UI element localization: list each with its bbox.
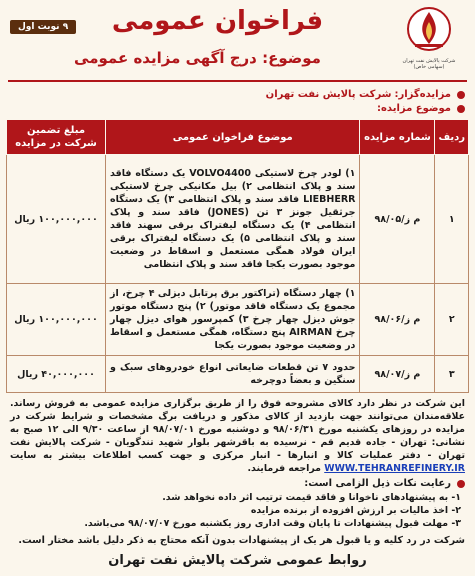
- bullet-icon: [457, 480, 465, 488]
- auction-code: م ز/۹۸/۰۵: [360, 155, 435, 284]
- table-row: [7, 356, 469, 393]
- publication-badge: ۹ نوبت اول: [10, 20, 76, 34]
- notes-list: [10, 491, 461, 530]
- row-number: ۲: [435, 284, 469, 356]
- page-subject: موضوع: درج آگهی مزایده عمومی: [74, 49, 321, 67]
- bullet-icon: [457, 91, 465, 99]
- subject-label: موضوع مزایده:: [377, 103, 451, 114]
- company-logo: [395, 6, 463, 76]
- list-item: ۳- مهلت قبول پیشنهادات تا پایان وقت اداری روز یکشنبه مورخ ۹۸/۰۷/۰۷ می‌باشد.: [84, 518, 461, 529]
- row-number: ۱: [435, 155, 469, 284]
- body-paragraph: [10, 397, 465, 475]
- col-row: ردیف: [435, 120, 469, 155]
- auction-description: حدود ۷ تن قطعات ضایعاتی انواع خودروهای سبک و سنگین و بعضاً دوچرخه: [106, 356, 360, 393]
- notes-title-row: [10, 478, 465, 489]
- auction-description: ۱) لودر چرخ لاستیکی VOLVO4400 یک دستگاه فاقد سند و پلاک انتظامی ۲) بیل مکانیکی چرخ لاستیکی LIEBHERR فاقد سند و پلاک انتظامی ۳) یک دستگاه جرثقیل جونز ۳ تن (JONES) فاقد سند و پلاک انتظامی ۴) یک دستگاه لیفتراک برقی سهند فاقد سند و پلاک انتظامی ۵) یک دستگاه لیفتراک برقی ایران فولاد همگی مستعمل و اسقاط در وضعیت موجود بصورت یکجا فاقد سند و پلاک انتظامی: [106, 155, 360, 284]
- guarantee-amount: ۴۰,۰۰۰,۰۰۰ ریال: [7, 356, 106, 393]
- body-text: این شرکت در نظر دارد کالای مشروحه فوق را از طریق برگزاری مزایده عمومی به فروش رساند. علاقه‌مندان می‌توانند جهت بازدید از کالای مذکور و دریافت برگ مشخصات و شرایط شرکت در مزایده در روزهای یکشنبه مورخ ۹۸/۰۶/۳۱ و دوشنبه مورخ ۹۸/۰۷/۰۱ از ساعت ۹/۳۰ الی ۱۲ صبح به نشانی: تهران - جاده قدیم قم - نرسیده به باقرشهر بلوار شهید تندگویان - شرکت پالایش نفت تهران - دفتر عملیات کالا و انبارها - انبار مرکزی و جهت کسب اطلاعات بیشتر به سایت: [10, 398, 465, 461]
- list-item: ۱- به پیشنهادهای ناخوانا و فاقد قیمت ترتیب اثر داده نخواهد شد.: [162, 492, 461, 503]
- table-header-row: [7, 120, 469, 155]
- logo-caption: شرکت پالایش نفت تهران (سهامی خاص): [402, 58, 456, 70]
- list-item: ۲- اخذ مالیات بر ارزش افزوده از برنده مزایده: [250, 505, 461, 516]
- page-title: فراخوان عمومی: [111, 6, 324, 36]
- row-number: ۳: [435, 356, 469, 393]
- header: [0, 0, 475, 84]
- organizer-value: شرکت پالایش نفت تهران: [265, 89, 392, 100]
- col-desc: موضوع فراخوان عمومی: [106, 120, 360, 155]
- body-tail: مراجعه فرمایند.: [247, 463, 321, 474]
- col-amount: مبلغ تضمین شرکت در مزایده: [7, 120, 106, 155]
- subject-row: [10, 102, 465, 116]
- refinery-logo-icon: [405, 6, 453, 52]
- signature: روابط عمومی شرکت پالایش نفت تهران: [108, 553, 367, 568]
- guarantee-amount: ۱۰۰,۰۰۰,۰۰۰ ریال: [7, 284, 106, 356]
- website-link[interactable]: WWW.TEHRANREFINERY.IR: [324, 463, 465, 474]
- organizer-label: مزایده‌گزار:: [394, 89, 451, 100]
- auction-code: م ز/۹۸/۰۶: [360, 284, 435, 356]
- header-divider: [8, 80, 467, 82]
- organizer-row: [10, 88, 465, 102]
- closing-statement: شرکت در رد کلیه و یا قبول هر یک از پیشنهادات بدون آنکه محتاج به ذکر دلیل باشد مختار است.: [18, 535, 465, 546]
- table-row: [7, 155, 469, 284]
- guarantee-amount: ۱۰۰,۰۰۰,۰۰۰ ریال: [7, 155, 106, 284]
- col-code: شماره مزایده: [360, 120, 435, 155]
- info-section: [0, 84, 475, 116]
- auction-code: م ز/۹۸/۰۷: [360, 356, 435, 393]
- auction-table: [6, 119, 469, 393]
- bullet-icon: [457, 105, 465, 113]
- notes-title: رعایت نکات ذیل الزامی است:: [304, 478, 451, 489]
- table-row: [7, 284, 469, 356]
- auction-description: ۱) چهار دستگاه (تراکتور برق پرتابل دیزلی ۴ چرخ، از مجموع یک دستگاه فاقد موتور) ۲) پنج دستگاه موتور جوش دیزل چهار چرخ ۳) کمپرسور هوای دیزل چهار چرخ AIRMAN پنج دستگاه، همگی مستعمل و اسقاط در وضعیت موجود بصورت یکجا: [106, 284, 360, 356]
